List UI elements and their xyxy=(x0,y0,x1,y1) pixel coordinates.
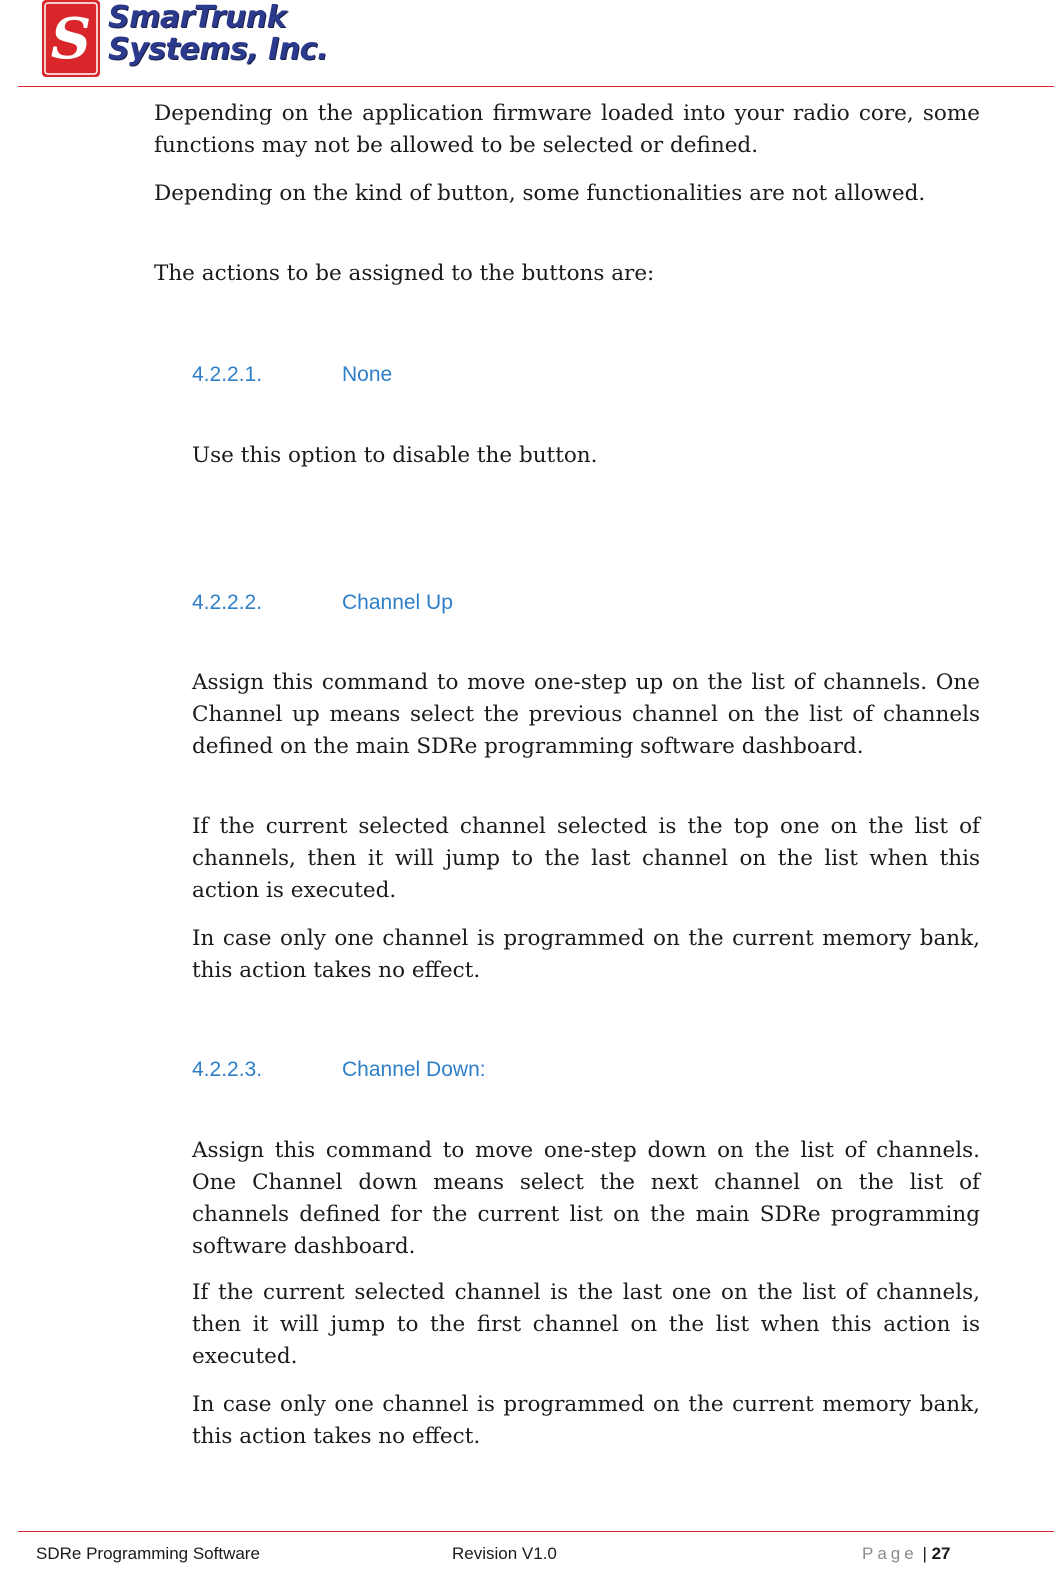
company-name xyxy=(108,2,328,66)
section-channel-up-paragraph-3: In case only one channel is programmed on the current memory bank, this action takes no effect. xyxy=(192,926,980,983)
footer-revision: Revision V1.0 xyxy=(452,1544,557,1563)
section-number: 4.2.2.1. xyxy=(192,363,263,386)
footer-page-number: 27 xyxy=(931,1544,951,1563)
footer-separator: | xyxy=(922,1544,927,1563)
section-number: 4.2.2.3. xyxy=(192,1058,263,1081)
company-name-line2: Systems, Inc. xyxy=(108,32,328,67)
section-number: 4.2.2.2. xyxy=(192,591,263,614)
footer-divider xyxy=(18,1531,1054,1532)
intro-paragraph-3: The actions to be assigned to the buttons are: xyxy=(154,261,655,286)
section-none-paragraph-1: Use this option to disable the button. xyxy=(192,443,598,468)
section-channel-up-paragraph-2: If the current selected channel selected is the top one on the list of channels, then it will jump to the last channel on the list when this action is executed. xyxy=(192,814,980,903)
header-divider xyxy=(18,86,1054,87)
section-title: Channel Up xyxy=(342,591,453,614)
section-channel-down-paragraph-3: In case only one channel is programmed on the current memory bank, this action takes no effect. xyxy=(192,1392,980,1449)
logo-letter: S xyxy=(50,6,92,72)
smartrunk-logo-icon xyxy=(42,0,100,77)
intro-paragraph-2: Depending on the kind of button, some functionalities are not allowed. xyxy=(154,181,926,206)
footer-document-title: SDRe Programming Software xyxy=(36,1544,260,1563)
section-title: None xyxy=(342,363,393,386)
company-logo xyxy=(42,0,328,78)
footer-page-indicator xyxy=(862,1543,951,1565)
intro-paragraph-1: Depending on the application firmware loaded into your radio core, some functions may not be allowed to be selected or defined. xyxy=(154,101,980,158)
company-name-line1: SmarTrunk xyxy=(108,0,287,35)
section-channel-down-paragraph-2: If the current selected channel is the last one on the list of channels, then it will jump to the first channel on the list when this action is executed. xyxy=(192,1280,980,1369)
section-channel-down-paragraph-1: Assign this command to move one-step down on the list of channels. One Channel down means select the next channel on the list of channels defined for the current list on the main SDRe programming software dashboard. xyxy=(192,1138,980,1259)
section-channel-up-paragraph-1: Assign this command to move one-step up on the list of channels. One Channel up means select the previous channel on the list of channels defined on the main SDRe programming software dashboard. xyxy=(192,670,980,759)
footer-page-word: Page xyxy=(862,1544,918,1563)
section-title: Channel Down: xyxy=(342,1058,486,1081)
